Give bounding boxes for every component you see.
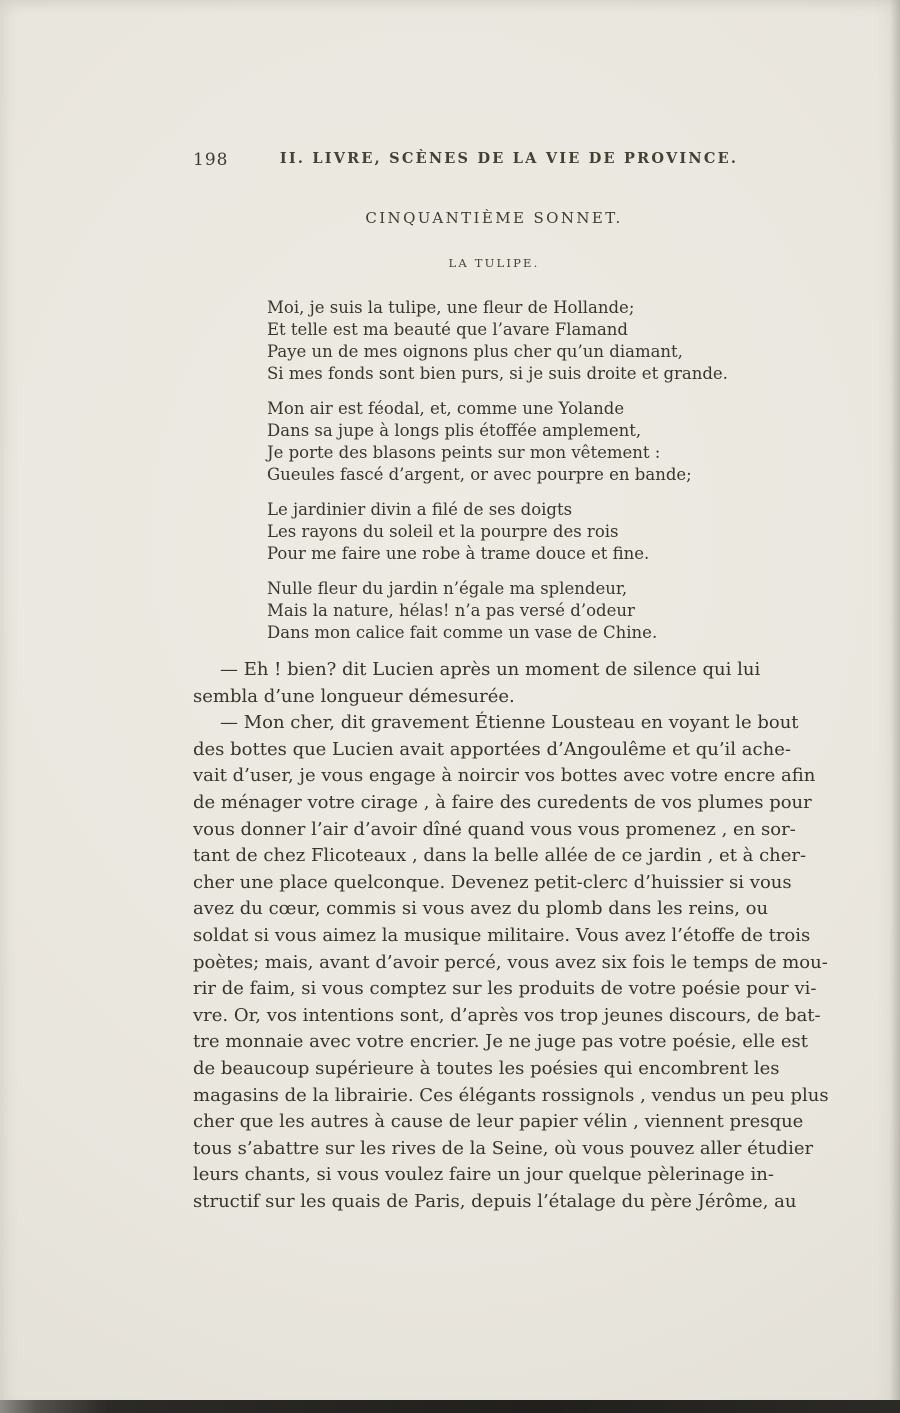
poem-line: Paye un de mes oignons plus cher qu’un diamant, bbox=[267, 342, 683, 361]
prose-line: avez du cœur, commis si vous avez du plomb dans les reins, ou bbox=[193, 898, 769, 920]
scan-bottom-edge bbox=[0, 1400, 900, 1413]
page-number: 198 bbox=[193, 150, 229, 170]
sonnet-stanza-3 bbox=[267, 499, 795, 565]
prose-line: tre monnaie avec votre encrier. Je ne juge pas votre poésie, elle est bbox=[193, 1031, 808, 1053]
poem-line: Je porte des blasons peints sur mon vêtement : bbox=[267, 443, 661, 462]
prose-line: — Mon cher, dit gravement Étienne Lousteau en voyant le bout bbox=[220, 712, 799, 734]
poem-line: Mais la nature, hélas! n’a pas versé d’odeur bbox=[267, 601, 635, 620]
prose-line: vait d’user, je vous engage à noircir vos bottes avec votre encre afin bbox=[193, 765, 816, 787]
poem-line: Nulle fleur du jardin n’égale ma splendeur, bbox=[267, 579, 628, 598]
poem-line: Dans mon calice fait comme un vase de Chine. bbox=[267, 623, 658, 642]
scan-right-edge-shadow bbox=[890, 0, 900, 1413]
prose-line: cher une place quelconque. Devenez petit-clerc d’huissier si vous bbox=[193, 871, 792, 893]
prose-line: leurs chants, si vous voulez faire un jour quelque pèlerinage in- bbox=[193, 1164, 774, 1186]
sonnet-stanza-1 bbox=[267, 297, 795, 385]
sonnet-title: CINQUANTIÈME SONNET. bbox=[365, 209, 623, 227]
sonnet-subtitle: LA TULIPE. bbox=[448, 256, 540, 270]
page-header bbox=[193, 150, 795, 172]
prose-line: soldat si vous aimez la musique militaire. Vous avez l’étoffe de trois bbox=[193, 924, 811, 946]
prose-line: magasins de la librairie. Ces élégants rossignols , vendus un peu plus bbox=[193, 1084, 829, 1106]
prose-body bbox=[193, 657, 829, 1215]
prose-line: — Eh ! bien? dit Lucien après un moment de silence qui lui bbox=[220, 659, 761, 680]
prose-line: tant de chez Flicoteaux , dans la belle allée de ce jardin , et à cher- bbox=[193, 845, 807, 867]
prose-line: vre. Or, vos intentions sont, d’après vos trop jeunes discours, de bat- bbox=[193, 1004, 821, 1026]
poem-line: Les rayons du soleil et la pourpre des rois bbox=[267, 522, 619, 541]
prose-line: structif sur les quais de Paris, depuis l’étalage du père Jérôme, au bbox=[193, 1190, 797, 1212]
prose-line: sembla d’une longueur démesurée. bbox=[193, 685, 515, 707]
poem-line: Si mes fonds sont bien purs, si je suis droite et grande. bbox=[267, 364, 728, 383]
prose-line: de ménager votre cirage , à faire des curedents de vos plumes pour bbox=[193, 791, 812, 813]
prose-paragraph-2 bbox=[193, 710, 829, 1215]
prose-line: des bottes que Lucien avait apportées d’Angoulême et qu’il ache- bbox=[193, 738, 791, 760]
prose-line: tous s’abattre sur les rives de la Seine, où vous pouvez aller étudier bbox=[193, 1137, 814, 1159]
poem-line: Dans sa jupe à longs plis étoffée amplement, bbox=[267, 421, 642, 440]
sonnet-stanza-2 bbox=[267, 398, 795, 486]
poem-line: Le jardinier divin a filé de ses doigts bbox=[267, 500, 573, 519]
poem-line: Mon air est féodal, et, comme une Yolande bbox=[267, 399, 625, 418]
prose-line: rir de faim, si vous comptez sur les produits de votre poésie pour vi- bbox=[193, 978, 817, 1000]
poem-line: Moi, je suis la tulipe, une fleur de Hollande; bbox=[267, 298, 635, 317]
sonnet-poem bbox=[267, 297, 795, 644]
prose-paragraph-1 bbox=[193, 657, 795, 710]
sonnet-stanza-4 bbox=[267, 578, 795, 644]
prose-line: vous donner l’air d’avoir dîné quand vous vous promenez , en sor- bbox=[193, 818, 796, 840]
poem-line: Gueules fascé d’argent, or avec pourpre en bande; bbox=[267, 465, 692, 484]
prose-line: poètes; mais, avant d’avoir percé, vous avez six fois le temps de mou- bbox=[193, 951, 828, 973]
prose-line: cher que les autres à cause de leur papier vélin , viennent presque bbox=[193, 1111, 804, 1133]
running-header: II. LIVRE, SCÈNES DE LA VIE DE PROVINCE. bbox=[279, 150, 739, 167]
page-content bbox=[193, 150, 829, 1215]
poem-line: Pour me faire une robe à trame douce et fine. bbox=[267, 544, 650, 563]
prose-line: de beaucoup supérieure à toutes les poésies qui encombrent les bbox=[193, 1057, 780, 1079]
poem-line: Et telle est ma beauté que l’avare Flamand bbox=[267, 320, 628, 339]
